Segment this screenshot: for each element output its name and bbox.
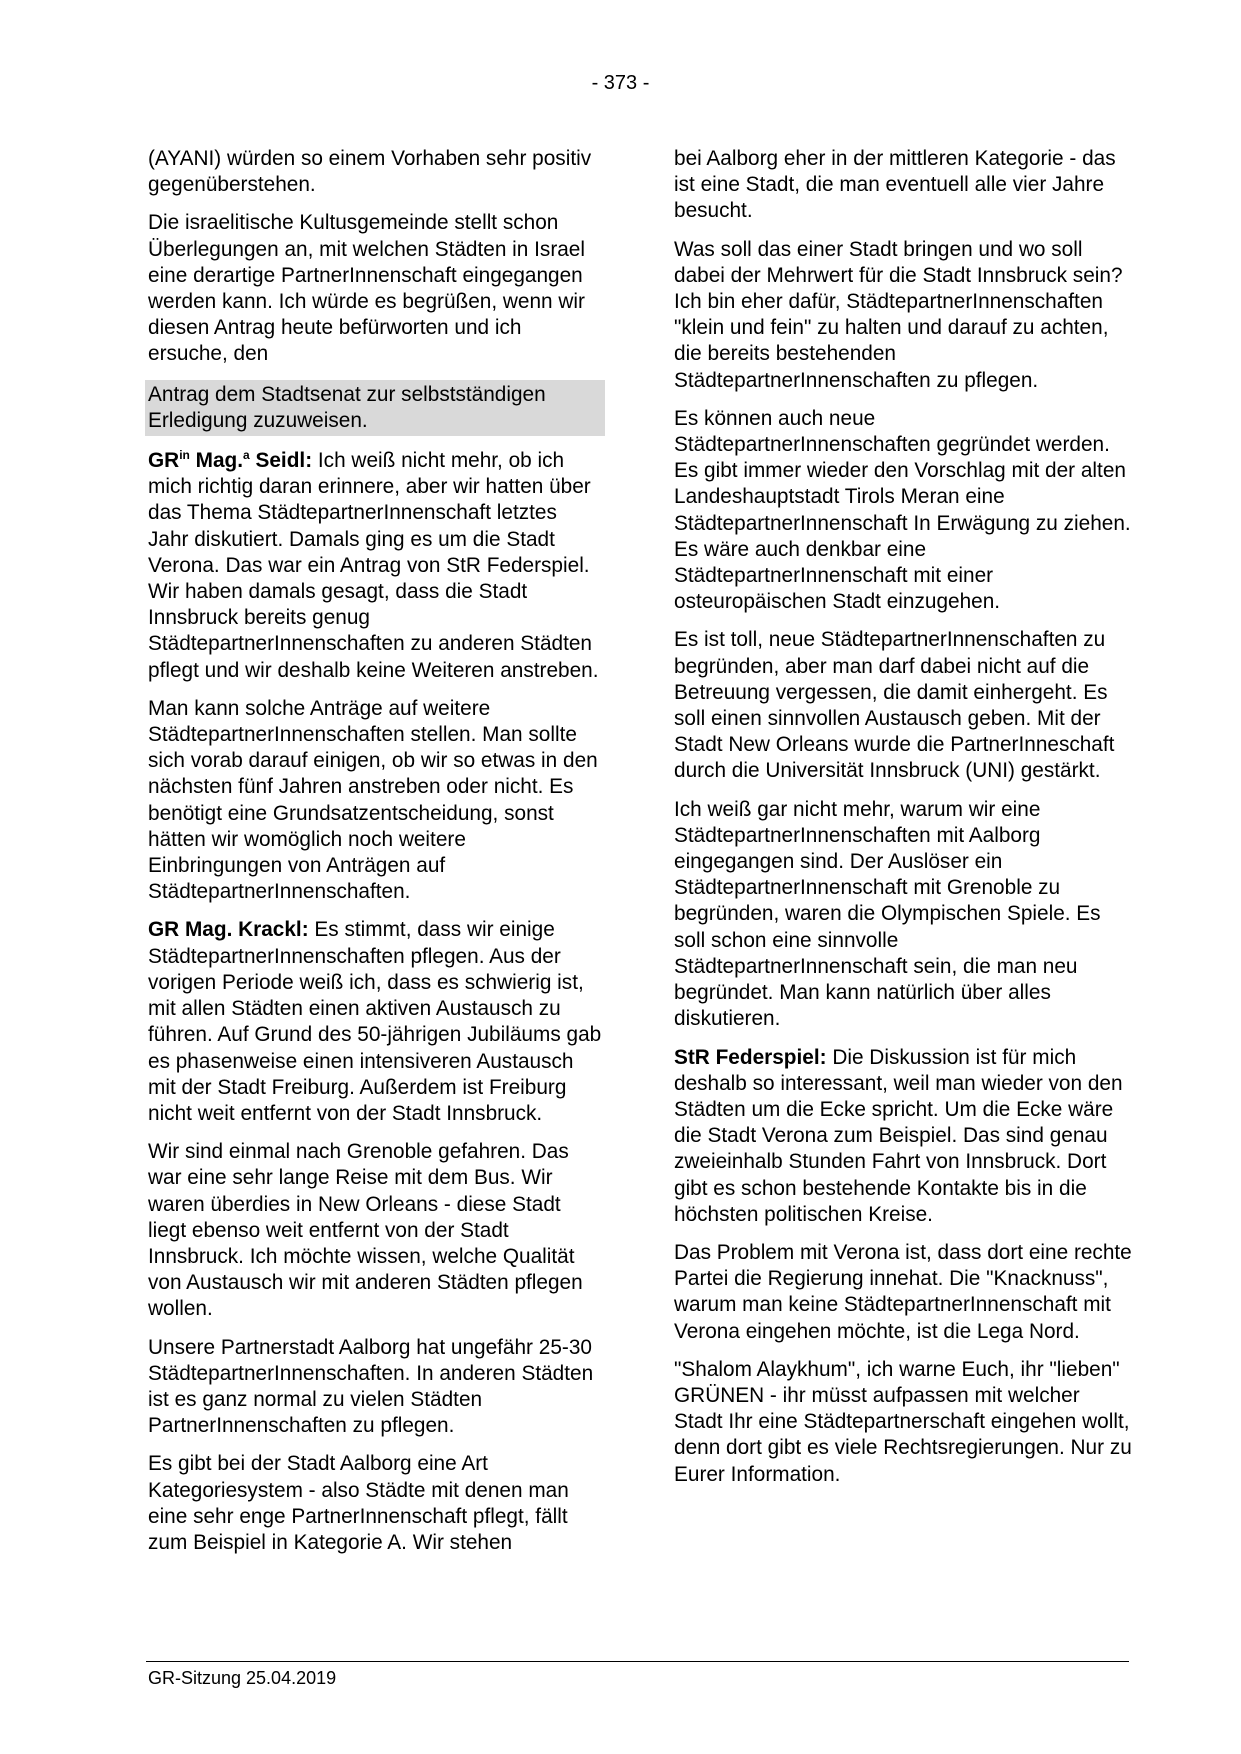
footer-session-date: GR-Sitzung 25.04.2019 [148, 1668, 337, 1688]
speech-text: Es stimmt, dass wir einige StädtepartnerInnenschaften pflegen. Aus der vorigen Periode weiß ich, dass es schwierig ist, mit allen Städten einen aktiven Austausch zu führen. Auf Grund des 50-jährigen Jubiläums gab es phasenweise einen intensiveren Austausch mit der Stadt Freiburg. Außerdem ist Freiburg nicht weit entfernt von der Stadt Innsbruck. [148, 918, 602, 1125]
paragraph: bei Aalborg eher in der mittleren Kategorie - das ist eine Stadt, die man eventuell alle vier Jahre besucht. [674, 147, 1116, 223]
speaker-name: StR Federspiel: [674, 1045, 827, 1069]
highlighted-motion: Antrag dem Stadtsenat zur selbstständigen Erledigung zuzuweisen. [145, 380, 605, 436]
left-column [148, 146, 603, 1568]
speech-federspiel [674, 1045, 1132, 1228]
paragraph: Unsere Partnerstadt Aalborg hat ungefähr 25-30 StädtepartnerInnenschaften. In anderen Städten ist es ganz normal zu vielen Städten PartnerInnenschaften zu pflegen. [148, 1335, 594, 1438]
paragraph: Die israelitische Kultusgemeinde stellt schon Überlegungen an, mit welchen Städten in Israel eine derartige PartnerInnenschaft eingegangen werden kann. Ich würde es begrüßen, wenn wir diesen Antrag heute befürworten und ich ersuche, den [148, 211, 585, 366]
speech-text: Ich weiß nicht mehr, ob ich mich richtig daran erinnere, aber wir hatten über das Thema StädtepartnerInnenschaft letztes Jahr diskutiert. Damals ging es um die Stadt Verona. Das war ein Antrag von StR Federspiel. Wir haben damals gesagt, dass die Stadt Innsbruck bereits genug StädtepartnerInnenschaften zu anderen Städten pflegt und wir deshalb keine Weiteren anstreben. [148, 449, 599, 682]
footer-divider [146, 1661, 1129, 1662]
paragraph: Es ist toll, neue StädtepartnerInnenschaften zu begründen, aber man darf dabei nicht auf die Betreuung vergessen, die damit einhergeht. Es soll einen sinnvollen Austausch geben. Mit der Stadt New Orleans wurde die PartnerInneschaft durch die Universität Innsbruck (UNI) gestärkt. [674, 628, 1115, 783]
speech-text: Die Diskussion ist für mich deshalb so interessant, weil man wieder von den Städten um die Ecke spricht. Um die Ecke wäre die Stadt Verona zum Beispiel. Das sind genau zweieinhalb Stunden Fahrt von Innsbruck. Dort gibt es schon bestehende Kontakte bis in die höchsten politischen Kreise. [674, 1045, 1123, 1226]
paragraph: Wir sind einmal nach Grenoble gefahren. Das war eine sehr lange Reise mit dem Bus. Wir waren überdies in New Orleans - diese Stadt liegt ebenso weit entfernt von der Stadt Innsbruck. Ich möchte wissen, welche Qualität von Austausch wir mit anderen Städten pflegen wollen. [148, 1140, 583, 1321]
paragraph: Ich weiß gar nicht mehr, warum wir eine StädtepartnerInnenschaften mit Aalborg eingegangen sind. Der Auslöser ein StädtepartnerInnenschaft mit Grenoble zu begründen, waren die Olympischen Spiele. Es soll schon eine sinnvolle StädtepartnerInnenschaft sein, die man neu begründet. Man kann natürlich über alles diskutieren. [674, 797, 1101, 1031]
paragraph: Es können auch neue StädtepartnerInnenschaften gegründet werden. Es gibt immer wieder den Vorschlag mit der alten Landeshauptstadt Tirols Meran eine StädtepartnerInnenschaft In Erwägung zu ziehen. Es wäre auch denkbar eine StädtepartnerInnenschaft mit einer osteuropäischen Stadt einzugehen. [674, 406, 1131, 614]
paragraph: Was soll das einer Stadt bringen und wo soll dabei der Mehrwert für die Stadt Innsbruck sein? Ich bin eher dafür, StädtepartnerInnenschaften "klein und fein" zu halten und darauf zu achten, die bereits bestehenden StädtepartnerInnenschaften zu pflegen. [674, 237, 1123, 392]
paragraph: "Shalom Alaykhum", ich warne Euch, ihr "lieben" GRÜNEN - ihr müsst aufpassen mit welcher Stadt Ihr eine Städtepartnerschaft eingehen wollt, denn dort gibt es viele Rechtsregierungen. Nur zu Eurer Information. [674, 1357, 1132, 1486]
right-column [674, 146, 1132, 1500]
paragraph: Das Problem mit Verona ist, dass dort eine rechte Partei die Regierung innehat. Die "Knacknuss", warum man keine StädtepartnerInnenschaft mit Verona eingehen möchte, ist die Lega Nord. [674, 1240, 1132, 1343]
speaker-name: GR Mag. Krackl: [148, 918, 309, 942]
paragraph: Man kann solche Anträge auf weitere StädtepartnerInnenschaften stellen. Man sollte sich vorab darauf einigen, ob wir so etwas in den nächsten fünf Jahren anstreben oder nicht. Es benötigt eine Grundsatzentscheidung, sonst hätten wir womöglich noch weitere Einbringungen von Anträgen auf StädtepartnerInnenschaften. [148, 696, 598, 904]
speech-seidl [148, 448, 603, 684]
paragraph: (AYANI) würden so einem Vorhaben sehr positiv gegenüberstehen. [148, 147, 592, 197]
paragraph: Es gibt bei der Stadt Aalborg eine Art Kategoriesystem - also Städte mit denen man eine sehr enge PartnerInnenschaft pflegt, fällt zum Beispiel in Kategorie A. Wir stehen [148, 1452, 569, 1554]
speech-krackl [148, 917, 603, 1127]
page-number: - 373 - [591, 72, 650, 94]
speaker-name: $GR^{in}$ Mag.$^a$ Seidl: [148, 448, 313, 473]
